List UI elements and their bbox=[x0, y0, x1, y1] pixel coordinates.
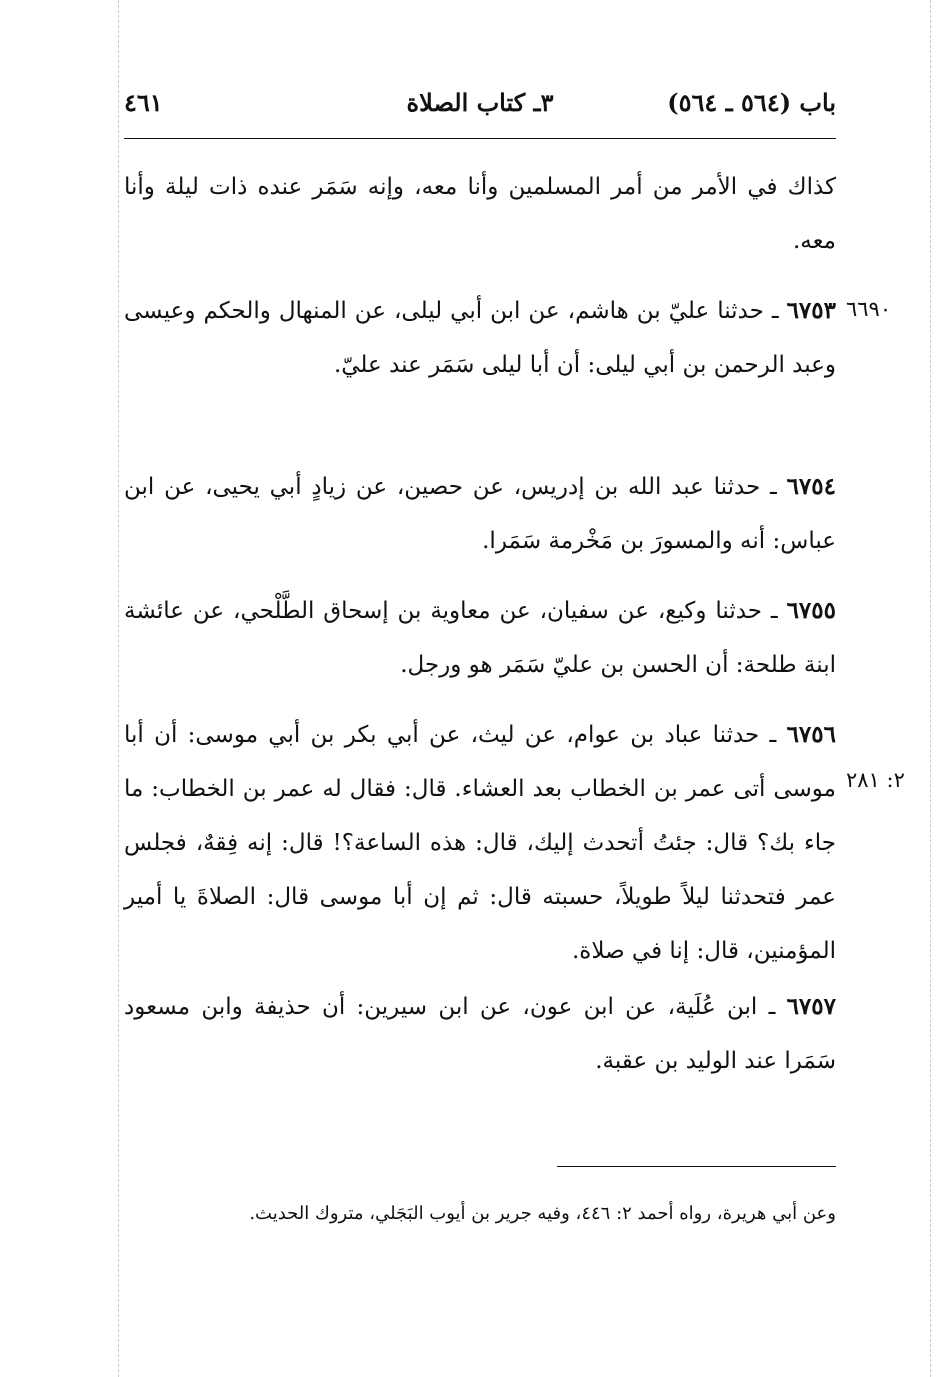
page-number: ٤٦١ bbox=[124, 88, 163, 117]
margin-volume-reference: ٢: ٢٨١ bbox=[846, 768, 905, 792]
hadith-number: ٦٧٥٦ bbox=[786, 721, 836, 748]
header-rule bbox=[124, 138, 836, 139]
hadith-6753 bbox=[124, 284, 836, 392]
running-header bbox=[124, 88, 836, 128]
hadith-text: ـ ابن عُلَية، عن ابن عون، عن ابن سيرين: أن حذيفة وابن مسعود سَمَرا عند الوليد بن عقبة. bbox=[124, 994, 836, 1074]
hadith-6755 bbox=[124, 584, 836, 692]
right-guide-line bbox=[930, 0, 931, 1377]
footnote: وعن أبي هريرة، رواه أحمد ٢: ٤٤٦، وفيه جرير بن أيوب البَجَلي، متروك الحديث. bbox=[249, 1203, 836, 1224]
hadith-number: ٦٧٥٥ bbox=[786, 597, 836, 624]
hadith-6756 bbox=[124, 708, 836, 978]
paragraph-text: كذاك في الأمر من أمر المسلمين وأنا معه، وإنه سَمَر عنده ذات ليلة وأنا معه. bbox=[124, 174, 836, 254]
hadith-text: ـ حدثنا وكيع، عن سفيان، عن معاوية بن إسحاق الطَّلْحي، عن عائشة ابنة طلحة: أن الحسن بن عليّ سَمَر هو ورجل. bbox=[124, 598, 836, 678]
hadith-number: ٦٧٥٣ bbox=[786, 297, 836, 324]
hadith-6754 bbox=[124, 460, 836, 568]
chapter-reference: باب (٥٦٤ ـ ٥٦٤) bbox=[667, 88, 836, 117]
continuation-paragraph bbox=[124, 160, 836, 268]
hadith-number: ٦٧٥٤ bbox=[786, 473, 836, 500]
hadith-number: ٦٧٥٧ bbox=[786, 993, 836, 1020]
hadith-text: ـ حدثنا عليّ بن هاشم، عن ابن أبي ليلى، عن المنهال والحكم وعيسى وعبد الرحمن بن أبي ليلى: أن أبا ليلى سَمَر عند عليّ. bbox=[124, 298, 836, 378]
left-guide-line bbox=[118, 0, 119, 1377]
footnote-rule bbox=[557, 1166, 836, 1167]
hadith-6757 bbox=[124, 980, 836, 1088]
book-title: ٣ـ كتاب الصلاة bbox=[406, 88, 554, 117]
hadith-text: ـ حدثنا عباد بن عوام، عن ليث، عن أبي بكر بن أبي موسى: أن أبا موسى أتى عمر بن الخطاب بعد العشاء. قال: فقال له عمر بن الخطاب: ما جاء بك؟ قال: جئتُ أتحدث إليك، قال: هذه الساعة؟! قال: إنه فِقهٌ، فجلس عمر فتحدثنا ليلاً طويلاً، حسبته قال: ثم إن أبا موسى قال: الصلاةَ يا أمير المؤمنين، قال: إنا في صلاة. bbox=[124, 722, 836, 964]
margin-cross-reference: ٦٦٩٠ bbox=[846, 297, 892, 321]
hadith-text: ـ حدثنا عبد الله بن إدريس، عن حصين، عن زيادٍ أبي يحيى، عن ابن عباس: أنه والمسورَ بن مَخْرمة سَمَرا. bbox=[124, 474, 836, 554]
